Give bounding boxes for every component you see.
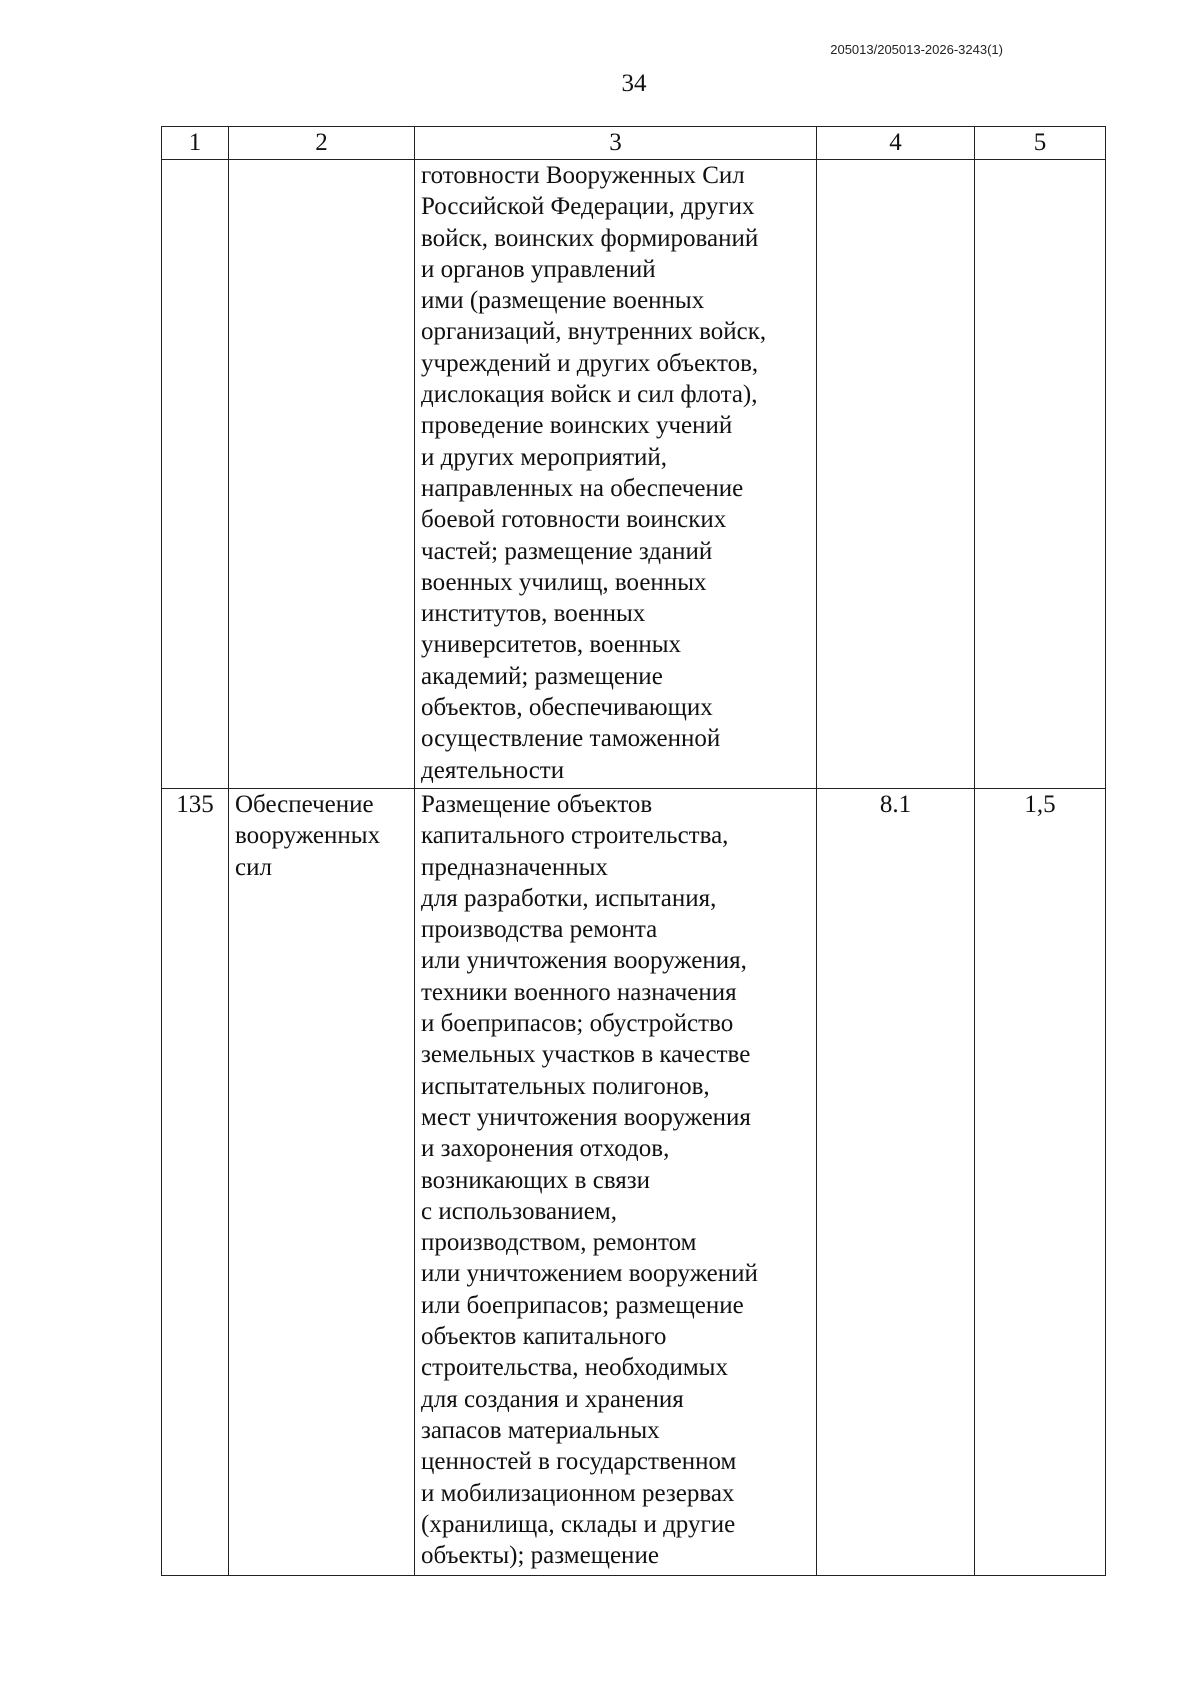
text-line: готовности Вооруженных Сил — [421, 162, 745, 189]
text-line: производством, ремонтом — [421, 1229, 697, 1257]
text-line: и других мероприятий, — [421, 443, 668, 471]
text-line: проведение воинских учений — [421, 412, 733, 440]
text-line: Обеспечение — [235, 791, 374, 818]
text-line: осуществление таможенной — [421, 725, 721, 753]
text-line: институтов, военных — [421, 600, 646, 628]
text-line: организаций, внутренних войск, — [421, 318, 767, 346]
text-line: учреждений и других объектов, — [421, 349, 759, 377]
text-line: объектов, обеспечивающих — [421, 694, 713, 722]
text-line: техники военного назначения — [421, 978, 737, 1006]
text-line: и захоронения отходов, — [421, 1135, 670, 1163]
code-cell — [817, 160, 975, 789]
text-line: или уничтожения вооружения, — [421, 947, 747, 975]
text-line: объекты); размещение — [421, 1542, 659, 1570]
text-line: вооруженных — [235, 822, 381, 850]
text-line: направленных на обеспечение — [421, 474, 744, 502]
column-header-5: 5 — [975, 127, 1106, 160]
table-row — [162, 160, 1106, 789]
text-line: ими (размещение военных — [421, 287, 705, 315]
page-number: 34 — [621, 70, 647, 97]
text-line: боевой готовности воинских — [421, 506, 727, 534]
coefficient-cell: 1,5 — [975, 789, 1106, 1576]
table-row — [162, 789, 1106, 1576]
description-cell — [415, 789, 817, 1576]
text-line: мест уничтожения вооружения — [421, 1103, 751, 1131]
text-line: военных училищ, военных — [421, 568, 707, 596]
text-line: производства ремонта — [421, 916, 658, 944]
code-cell: 8.1 — [817, 789, 975, 1576]
text-line: строительства, необходимых — [421, 1354, 728, 1382]
text-line: объектов капитального — [421, 1323, 667, 1351]
coefficient-cell — [975, 160, 1106, 789]
classification-table — [161, 126, 1106, 1576]
text-line: (хранилища, склады и другие — [421, 1510, 736, 1538]
text-line: испытательных полигонов, — [421, 1072, 710, 1100]
text-line: капитального строительства, — [421, 822, 729, 850]
document-id: 205013/205013-2026-3243(1) — [830, 42, 1003, 57]
text-line: с использованием, — [421, 1197, 617, 1225]
text-line: Российской Федерации, других — [421, 193, 755, 221]
text-line: земельных участков в качестве — [421, 1041, 751, 1069]
column-header-2: 2 — [229, 127, 415, 160]
text-line: дислокация войск и сил флота), — [421, 381, 758, 409]
text-line: и органов управлений — [421, 255, 656, 283]
text-line: сил — [235, 853, 272, 881]
text-line: или уничтожением вооружений — [421, 1260, 758, 1288]
text-line: академий; размещение — [421, 662, 663, 690]
table-header-row — [162, 127, 1106, 160]
text-line: для разработки, испытания, — [421, 884, 717, 912]
text-line: или боеприпасов; размещение — [421, 1291, 744, 1319]
text-line: ценностей в государственном — [421, 1448, 737, 1476]
text-line: частей; размещение зданий — [421, 537, 713, 565]
row-number-cell: 135 — [162, 789, 229, 1576]
text-line: университетов, военных — [421, 631, 681, 659]
text-line: для создания и хранения — [421, 1385, 684, 1413]
column-header-3: 3 — [415, 127, 817, 160]
text-line: возникающих в связи — [421, 1166, 651, 1194]
text-line: и боеприпасов; обустройство — [421, 1010, 734, 1038]
description-cell — [415, 160, 817, 789]
column-header-1: 1 — [162, 127, 229, 160]
activity-name-cell — [229, 789, 415, 1576]
row-number-cell — [162, 160, 229, 789]
text-line: войск, воинских формирований — [421, 224, 759, 252]
activity-name-cell — [229, 160, 415, 789]
text-line: и мобилизационном резервах — [421, 1479, 735, 1507]
text-line: запасов материальных — [421, 1416, 660, 1444]
text-line: Размещение объектов — [421, 791, 653, 818]
text-line: предназначенных — [421, 853, 608, 881]
text-line: деятельности — [421, 756, 565, 784]
column-header-4: 4 — [817, 127, 975, 160]
